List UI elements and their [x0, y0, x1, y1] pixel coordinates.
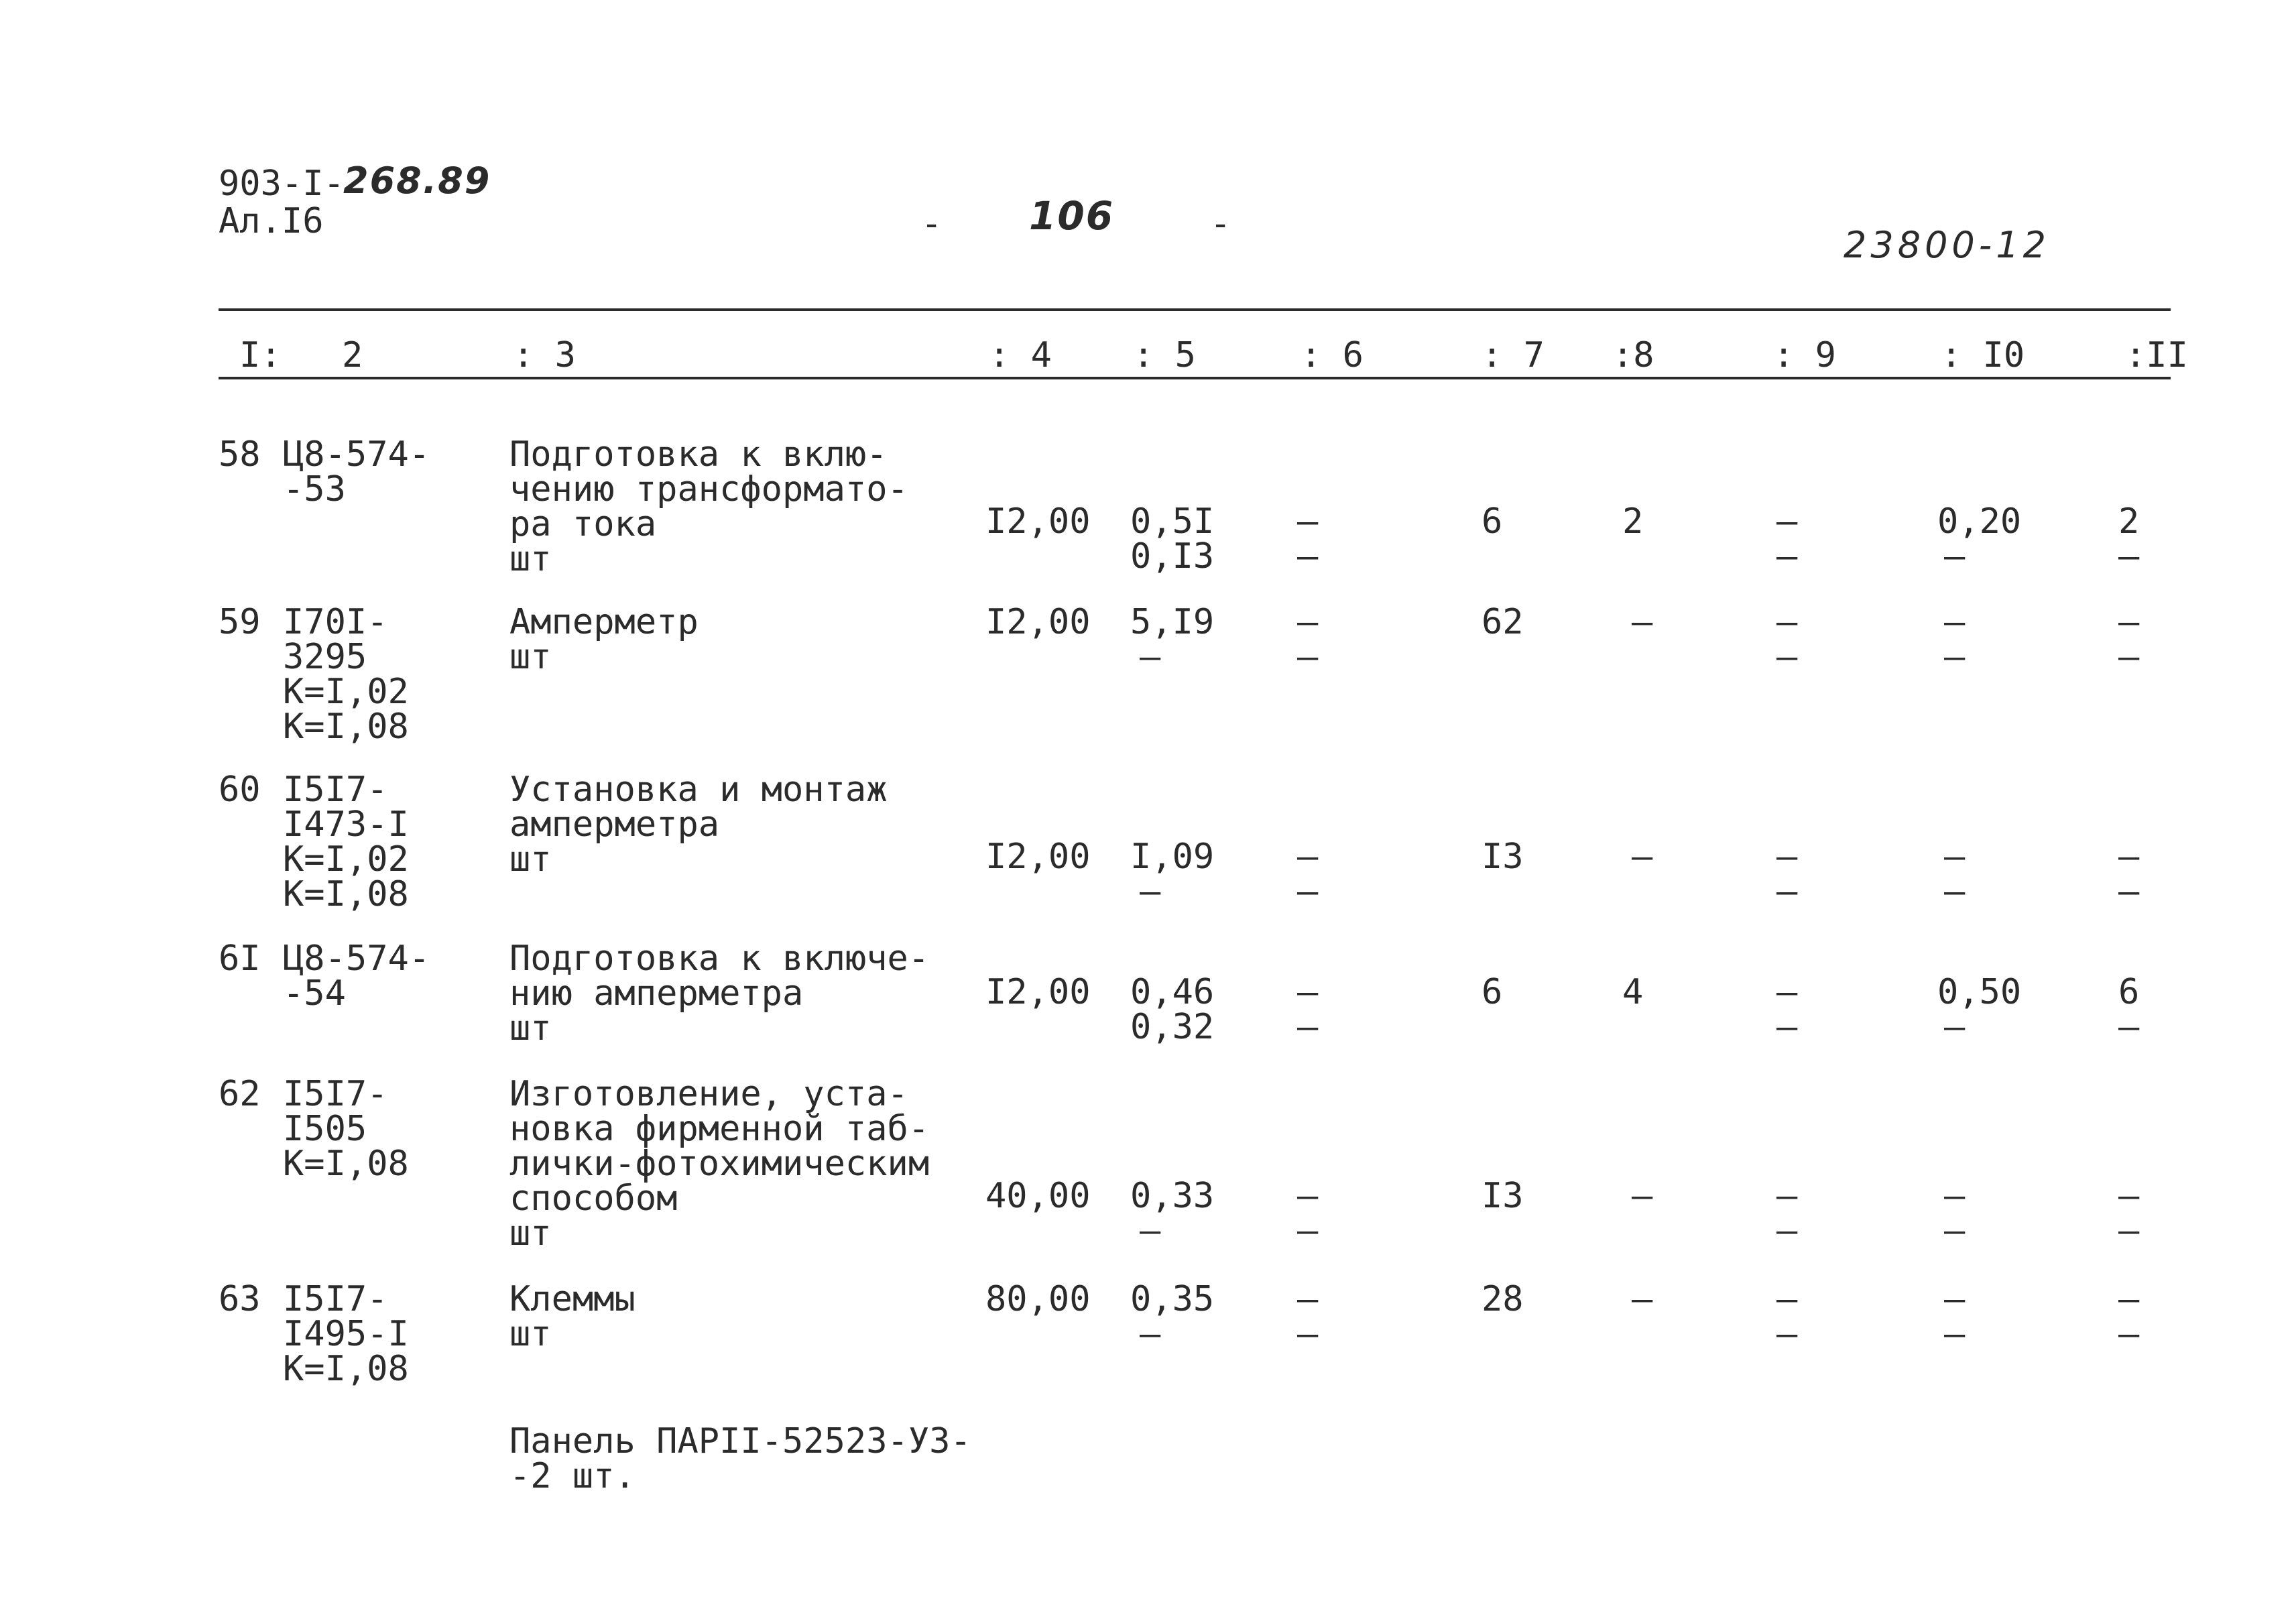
item-code-line: I495-I	[283, 1314, 409, 1354]
item-code-line: К=I,02	[283, 839, 409, 880]
col4-value: 80,00	[985, 1279, 1091, 1319]
row-number: 58	[219, 434, 261, 475]
col8-value: 4	[1622, 972, 1644, 1012]
row-number: 63	[219, 1279, 261, 1319]
item-code-line: -54	[283, 973, 346, 1014]
col5-value: 0,35	[1130, 1279, 1215, 1319]
item-description-line: шт	[509, 637, 552, 677]
col10-subvalue: –	[1944, 871, 1966, 912]
col6-subvalue: –	[1297, 536, 1319, 577]
column-header-6: : 6	[1301, 335, 1364, 375]
col4-value: 40,00	[985, 1176, 1091, 1216]
archive-number: 23800-12	[1844, 224, 2050, 266]
col10-subvalue: –	[1944, 637, 1966, 677]
col5-subvalue: –	[1140, 871, 1161, 912]
column-header-3: : 3	[513, 335, 576, 375]
col6-value: –	[1297, 602, 1319, 642]
col6-subvalue: –	[1297, 1211, 1319, 1251]
col11-subvalue: –	[2118, 1211, 2140, 1251]
col10-subvalue: –	[1944, 1211, 1966, 1251]
col4-value: I2,00	[985, 602, 1091, 642]
col4-value: I2,00	[985, 501, 1091, 542]
header-bottom-rule	[219, 377, 2171, 379]
page-dash-left: -	[921, 204, 943, 244]
column-header-5: : 5	[1133, 335, 1196, 375]
item-description-line: шт	[509, 839, 552, 880]
col5-subvalue: 0,32	[1130, 1007, 1215, 1047]
col8-value: 2	[1622, 501, 1644, 542]
col7-value: I3	[1482, 837, 1524, 877]
row-number: 60	[219, 770, 261, 810]
col5-value: 0,46	[1130, 972, 1215, 1012]
col6-subvalue: –	[1297, 637, 1319, 677]
col9-value: –	[1776, 1279, 1798, 1319]
item-code-line: Ц8-574-	[283, 434, 430, 475]
col11-subvalue: –	[2118, 536, 2140, 577]
item-code-line: Ц8-574-	[283, 939, 430, 979]
col5-subvalue: –	[1140, 1314, 1161, 1354]
col9-subvalue: –	[1776, 1314, 1798, 1354]
item-code-line: I70I-	[283, 602, 388, 642]
col9-subvalue: –	[1776, 1211, 1798, 1251]
item-description-line: чению трансформато-	[509, 469, 908, 509]
col10-subvalue: –	[1944, 536, 1966, 577]
col8-value: –	[1632, 837, 1653, 877]
column-header-9: : 9	[1773, 335, 1836, 375]
doc-code-handwritten: 268.89	[343, 160, 491, 202]
col5-value: 0,5I	[1130, 501, 1215, 542]
item-code-line: I505	[283, 1109, 367, 1149]
col5-subvalue: –	[1140, 637, 1161, 677]
col10-value: –	[1944, 837, 1966, 877]
col6-value: –	[1297, 501, 1319, 542]
item-description-line: Подготовка к вклю-	[509, 434, 888, 475]
col9-subvalue: –	[1776, 1007, 1798, 1047]
col11-value: –	[2118, 837, 2140, 877]
col6-value: –	[1297, 972, 1319, 1012]
col11-value: 2	[2118, 501, 2140, 542]
row-number: 6I	[219, 939, 261, 979]
footer-note-line-1: Панель ПАРII-52523-УЗ-	[509, 1421, 971, 1461]
col8-value: –	[1632, 602, 1653, 642]
item-description-line: нию амперметра	[509, 973, 804, 1014]
item-description-line: Подготовка к включе-	[509, 939, 930, 979]
col11-subvalue: –	[2118, 1314, 2140, 1354]
col9-value: –	[1776, 501, 1798, 542]
column-header-11: :II	[2125, 335, 2188, 375]
col10-subvalue: –	[1944, 1007, 1966, 1047]
item-code-line: I5I7-	[283, 770, 388, 810]
item-description-line: шт	[509, 1314, 552, 1354]
col10-value: 0,50	[1937, 972, 2022, 1012]
page-number: 106	[1029, 193, 1115, 239]
col5-value: 5,I9	[1130, 602, 1215, 642]
col9-value: –	[1776, 972, 1798, 1012]
col8-value: –	[1632, 1279, 1653, 1319]
col9-subvalue: –	[1776, 637, 1798, 677]
item-code-line: К=I,08	[283, 707, 409, 747]
col6-value: –	[1297, 1176, 1319, 1216]
col4-value: I2,00	[985, 972, 1091, 1012]
col9-subvalue: –	[1776, 536, 1798, 577]
page-dash-right: -	[1210, 204, 1231, 244]
col8-value: –	[1632, 1176, 1653, 1216]
item-description-line: Изготовление, уста-	[509, 1074, 908, 1114]
col5-subvalue: 0,I3	[1130, 536, 1215, 577]
col6-value: –	[1297, 837, 1319, 877]
col5-subvalue: –	[1140, 1211, 1161, 1251]
doc-code-prefix: 903-I-	[219, 164, 345, 204]
col5-value: I,09	[1130, 837, 1215, 877]
item-code-line: К=I,08	[283, 1144, 409, 1184]
item-description-line: шт	[509, 1008, 552, 1048]
col10-value: 0,20	[1937, 501, 2022, 542]
col10-value: –	[1944, 1176, 1966, 1216]
col7-value: 6	[1482, 501, 1503, 542]
col10-value: –	[1944, 602, 1966, 642]
item-code-line: I473-I	[283, 804, 409, 845]
col10-subvalue: –	[1944, 1314, 1966, 1354]
column-header-1: I:	[239, 335, 282, 375]
column-header-8: :8	[1612, 335, 1654, 375]
col7-value: 62	[1482, 602, 1524, 642]
row-number: 59	[219, 602, 261, 642]
col11-value: 6	[2118, 972, 2140, 1012]
item-code-line: К=I,08	[283, 874, 409, 914]
col6-subvalue: –	[1297, 1007, 1319, 1047]
column-header-2: 2	[342, 335, 363, 375]
item-code-line: 3295	[283, 637, 367, 677]
item-code-line: -53	[283, 469, 346, 509]
col9-value: –	[1776, 602, 1798, 642]
item-description-line: шт	[509, 1213, 552, 1254]
item-code-line: К=I,08	[283, 1349, 409, 1389]
col6-subvalue: –	[1297, 871, 1319, 912]
item-description-line: ра тока	[509, 504, 657, 544]
col11-subvalue: –	[2118, 637, 2140, 677]
item-code-line: К=I,02	[283, 672, 409, 712]
col7-value: I3	[1482, 1176, 1524, 1216]
col11-value: –	[2118, 1279, 2140, 1319]
item-description-line: способом	[509, 1179, 678, 1219]
col5-value: 0,33	[1130, 1176, 1215, 1216]
header-top-rule	[219, 308, 2171, 311]
item-description-line: Установка и монтаж	[509, 770, 888, 810]
col7-value: 6	[1482, 972, 1503, 1012]
col11-value: –	[2118, 602, 2140, 642]
item-description-line: шт	[509, 539, 552, 579]
item-description-line: новка фирменной таб-	[509, 1109, 930, 1149]
column-header-4: : 4	[989, 335, 1052, 375]
column-header-7: : 7	[1482, 335, 1545, 375]
col6-value: –	[1297, 1279, 1319, 1319]
item-code-line: I5I7-	[283, 1279, 388, 1319]
col9-value: –	[1776, 837, 1798, 877]
row-number: 62	[219, 1074, 261, 1114]
column-header-10: : I0	[1941, 335, 2025, 375]
item-description-line: амперметра	[509, 804, 720, 845]
col11-value: –	[2118, 1176, 2140, 1216]
col11-subvalue: –	[2118, 1007, 2140, 1047]
item-description-line: Клеммы	[509, 1279, 636, 1319]
item-description-line: лички-фотохимическим	[509, 1144, 930, 1184]
col7-value: 28	[1482, 1279, 1524, 1319]
item-description-line: Амперметр	[509, 602, 699, 642]
sheet-label: Ал.I6	[219, 201, 324, 241]
col10-value: –	[1944, 1279, 1966, 1319]
col6-subvalue: –	[1297, 1314, 1319, 1354]
col9-subvalue: –	[1776, 871, 1798, 912]
item-code-line: I5I7-	[283, 1074, 388, 1114]
col11-subvalue: –	[2118, 871, 2140, 912]
col9-value: –	[1776, 1176, 1798, 1216]
footer-note-line-2: -2 шт.	[509, 1456, 636, 1496]
col4-value: I2,00	[985, 837, 1091, 877]
